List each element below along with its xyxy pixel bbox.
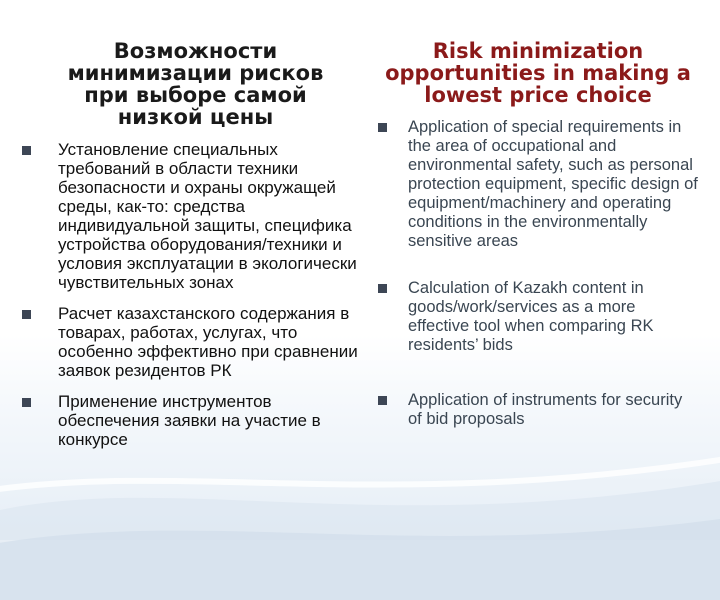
right-list-item [378, 391, 698, 429]
right-bullet-list [378, 118, 698, 429]
left-column-russian [20, 40, 365, 449]
left-column-title: Возможности минимизации рисков при выборе самой низкой цены [67, 39, 324, 129]
square-bullet-icon [378, 284, 387, 293]
right-item-text: Application of special requirements in the area of occupational and environmental safety, such as personal protection equipment, specific design of equipment/machinery and operating conditions in the environmentally sensitive areas [408, 118, 698, 250]
left-item-text: Расчет казахстанского содержания в товарах, работах, услугах, что особенно эффективно при сравнении заявок резидентов РК [58, 304, 358, 380]
square-bullet-icon [22, 146, 31, 155]
right-list-item [378, 118, 698, 251]
right-list-item [378, 279, 698, 355]
right-item-text: Application of instruments for security of bid proposals [408, 391, 683, 428]
square-bullet-icon [22, 310, 31, 319]
square-bullet-icon [378, 396, 387, 405]
right-column-title: Risk minimization opportunities in making a lowest price choice [385, 39, 691, 107]
square-bullet-icon [378, 123, 387, 132]
left-item-text: Применение инструментов обеспечения заявки на участие в конкурсе [58, 392, 321, 449]
left-list-item [20, 140, 365, 292]
left-list-item [20, 392, 365, 449]
left-item-text: Установление специальных требований в области техники безопасности и охраны окружащей среды, как-то: средства индивидуальной защиты, специфика устройства оборудования/техники и условия эксплуатации в экологически чувствительных зонах [58, 140, 357, 292]
square-bullet-icon [22, 398, 31, 407]
left-bullet-list [20, 140, 365, 449]
left-list-item [20, 304, 365, 380]
right-item-text: Calculation of Kazakh content in goods/work/services as a more effective tool when comparing RK residents’ bids [408, 279, 654, 354]
right-column-english [378, 40, 698, 429]
